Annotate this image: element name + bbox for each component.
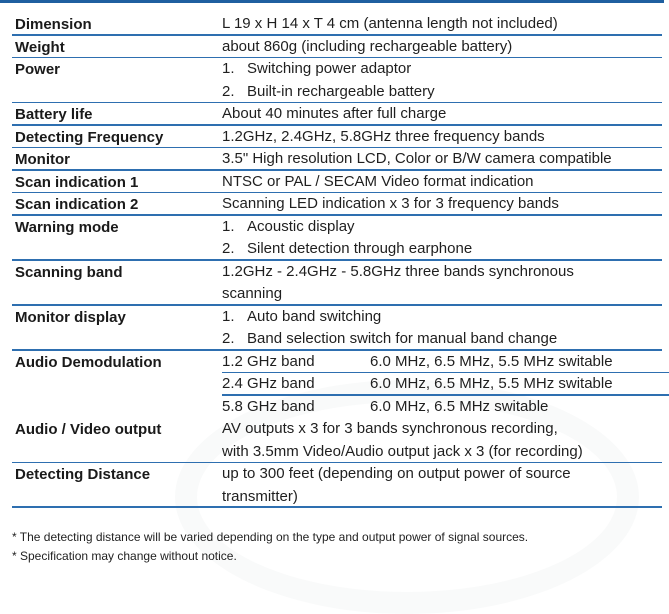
spec-value	[220, 58, 662, 103]
spec-value	[220, 306, 662, 351]
spec-label: Warning mode	[15, 218, 119, 236]
spec-list-item	[222, 81, 662, 104]
spec-row	[12, 148, 662, 171]
spec-list-item	[222, 238, 662, 261]
band-row	[222, 351, 662, 374]
list-number: 1.	[222, 307, 235, 325]
spec-value	[220, 463, 662, 508]
spec-table	[12, 13, 662, 508]
list-text: Acoustic display	[247, 217, 355, 235]
spec-value	[220, 418, 662, 463]
spec-value	[220, 148, 662, 171]
spec-row	[12, 261, 662, 306]
spec-value	[220, 261, 662, 306]
spec-row	[12, 36, 662, 59]
spec-label: Monitor	[15, 151, 70, 168]
spec-row	[12, 171, 662, 194]
spec-label: Detecting Distance	[15, 466, 151, 483]
list-number: 2.	[222, 240, 235, 257]
spec-label: Weight	[15, 38, 65, 56]
spec-line: NTSC or PAL / SECAM Video format indication	[222, 172, 534, 190]
list-text: Band selection switch for manual band change	[247, 330, 558, 347]
band-row	[222, 396, 662, 419]
footnotes	[12, 528, 528, 566]
spec-value	[220, 36, 662, 59]
spec-line: Scanning LED indication x 3 for 3 frequency bands	[222, 195, 559, 212]
band-row	[222, 373, 662, 396]
spec-value	[220, 13, 662, 36]
spec-label: Detecting Frequency	[15, 128, 164, 146]
spec-value	[220, 216, 662, 261]
spec-label: Power	[15, 61, 61, 78]
footnote-distance: * The detecting distance will be varied depending on the type and output power of signal sources.	[12, 530, 529, 544]
band-values: 6.0 MHz, 6.5 MHz, 5.5 MHz switable	[370, 375, 613, 392]
band-values: 6.0 MHz, 6.5 MHz, 5.5 MHz switable	[370, 352, 613, 370]
list-number: 1.	[222, 217, 235, 235]
list-text: Switching power adaptor	[247, 60, 412, 77]
spec-line: 1.2GHz - 2.4GHz - 5.8GHz three bands synchronous	[222, 262, 574, 280]
band-values: 6.0 MHz, 6.5 MHz switable	[370, 397, 549, 415]
spec-label: Dimension	[15, 16, 92, 33]
spec-row	[12, 193, 662, 216]
spec-label: Monitor display	[15, 308, 126, 326]
spec-line: transmitter)	[222, 487, 298, 505]
spec-label: Battery life	[15, 106, 93, 123]
spec-row	[12, 103, 662, 126]
spec-row	[12, 58, 662, 103]
spec-row	[12, 126, 662, 149]
spec-line: 1.2GHz, 2.4GHz, 5.8GHz three frequency bands	[222, 127, 545, 145]
list-text: Silent detection through earphone	[247, 240, 473, 257]
spec-row	[12, 306, 662, 351]
footnote-spec-change: * Specification may change without notice.	[12, 549, 237, 563]
spec-value	[220, 351, 662, 419]
spec-line: about 860g (including rechargeable battery)	[222, 37, 513, 55]
spec-label: Audio Demodulation	[15, 353, 162, 371]
spec-label: Scan indication 2	[15, 196, 139, 213]
spec-line: 3.5" High resolution LCD, Color or B/W camera compatible	[222, 150, 612, 167]
spec-line: up to 300 feet (depending on output power of source	[222, 465, 571, 482]
spec-value	[220, 193, 662, 216]
spec-list-item	[222, 328, 662, 351]
list-number: 2.	[222, 330, 235, 347]
list-text: Auto band switching	[247, 307, 382, 325]
spec-value	[220, 126, 662, 149]
spec-label: Scanning band	[15, 263, 123, 281]
spec-row	[12, 351, 662, 419]
spec-row	[12, 463, 662, 508]
list-number: 2.	[222, 82, 235, 100]
spec-line: AV outputs x 3 for 3 bands synchronous recording,	[222, 420, 558, 437]
spec-list-item	[222, 306, 662, 329]
spec-label: Scan indication 1	[15, 173, 139, 191]
spec-list-item	[222, 216, 662, 239]
list-text: Built-in rechargeable battery	[247, 82, 435, 100]
band-name: 2.4 GHz band	[222, 375, 315, 392]
spec-row	[12, 216, 662, 261]
spec-value	[220, 171, 662, 194]
spec-line: with 3.5mm Video/Audio output jack x 3 (for recording)	[222, 442, 583, 460]
band-name: 1.2 GHz band	[222, 352, 315, 370]
top-rule	[0, 0, 664, 3]
spec-value	[220, 103, 662, 126]
list-number: 1.	[222, 60, 235, 77]
spec-label: Audio / Video output	[15, 421, 162, 438]
band-name: 5.8 GHz band	[222, 397, 315, 415]
spec-line: scanning	[222, 285, 283, 302]
spec-row	[12, 13, 662, 36]
spec-line: About 40 minutes after full charge	[222, 105, 447, 122]
spec-row	[12, 418, 662, 463]
spec-list-item	[222, 58, 662, 81]
spec-line: L 19 x H 14 x T 4 cm (antenna length not included)	[222, 15, 558, 32]
